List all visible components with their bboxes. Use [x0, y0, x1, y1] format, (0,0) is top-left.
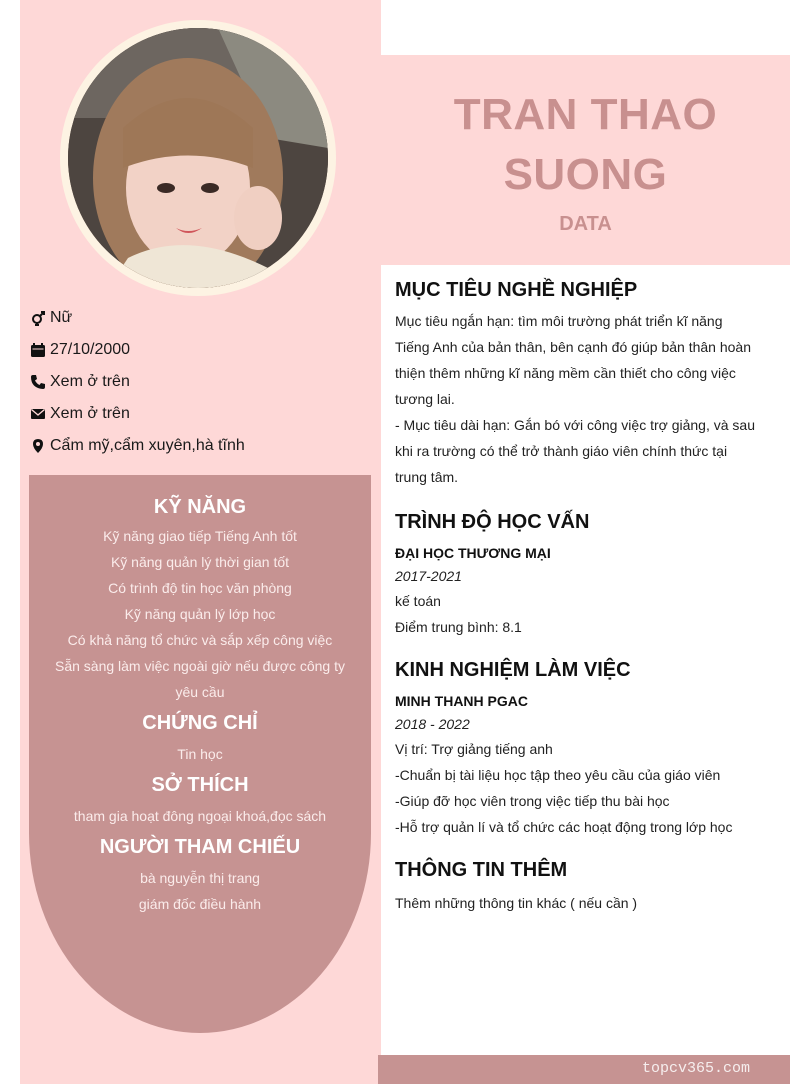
contact-phone [29, 366, 369, 398]
skills-title: KỸ NĂNG [153, 496, 247, 518]
certificates-title: CHỨNG CHỈ [142, 712, 258, 734]
contact-phone-text: Xem ở trên [50, 373, 130, 390]
reference-item: bà nguyễn thị trang [140, 870, 260, 886]
full-name-line-2: SUONG [503, 150, 668, 199]
skill-item: Kỹ năng giao tiếp Tiếng Anh tốt [103, 528, 297, 544]
objective-line: thiện thêm những kĩ năng mềm cần thiết cho công việc [395, 365, 736, 381]
skills-panel [29, 475, 371, 1033]
skill-item: Có khả năng tổ chức và sắp xếp công việc [67, 632, 333, 648]
contact-email-text: Xem ở trên [50, 405, 130, 422]
contact-gender [29, 302, 369, 334]
objective-line: - Mục tiêu dài hạn: Gắn bó với công việc trợ giảng, và sau [395, 417, 755, 433]
education-period: 2017-2021 [395, 568, 462, 584]
objective-line: trung tâm. [395, 469, 459, 485]
contact-gender-text: Nữ [50, 309, 73, 326]
experience-line: -Chuẩn bị tài liệu học tập theo yêu cầu của giáo viên [395, 767, 721, 783]
education-title: TRÌNH ĐỘ HỌC VẤN [395, 511, 590, 533]
map-pin-icon [29, 437, 47, 455]
objective-line: Tiếng Anh của bản thân, bên cạnh đó giúp bản thân hoàn [395, 339, 752, 355]
skill-item: Có trình độ tin học văn phòng [108, 580, 292, 596]
contact-address-text: Cẩm mỹ,cẩm xuyên,hà tĩnh [50, 437, 245, 454]
gender-icon [29, 309, 47, 327]
contact-birthdate-text: 27/10/2000 [50, 341, 131, 358]
additional-info-title: THÔNG TIN THÊM [395, 859, 568, 881]
experience-line: -Hỗ trợ quản lí và tổ chức các hoạt động trong lớp học [395, 819, 733, 835]
calendar-icon [29, 341, 47, 359]
watermark: topcv365.com [641, 1060, 750, 1077]
education-major: kế toán [395, 593, 441, 609]
phone-icon [29, 373, 47, 391]
skill-item: Kỹ năng quản lý lớp học [124, 606, 276, 622]
envelope-icon [29, 405, 47, 423]
experience-title: KINH NGHIỆM LÀM VIỆC [395, 659, 631, 681]
additional-info-text: Thêm những thông tin khác ( nếu cần ) [395, 895, 638, 911]
avatar-portrait [68, 28, 328, 288]
school-name: ĐẠI HỌC THƯƠNG MẠI [395, 545, 551, 561]
contact-birthdate [29, 334, 369, 366]
objective-title: MỤC TIÊU NGHỀ NGHIỆP [395, 279, 638, 301]
main-content [395, 276, 760, 916]
full-name-line-1: TRAN THAO [453, 90, 718, 139]
experience-line: -Giúp đỡ học viên trong việc tiếp thu bài học [395, 793, 670, 809]
reference-item: giám đốc điều hành [138, 896, 262, 912]
contact-email [29, 398, 369, 430]
education-gpa: Điểm trung bình: 8.1 [395, 619, 522, 635]
skill-item: Sẵn sàng làm việc ngoài giờ nếu được công ty [54, 658, 345, 674]
job-title: DATA [559, 213, 612, 235]
objective-line: Mục tiêu ngắn hạn: tìm môi trường phát triển kĩ năng [395, 313, 723, 329]
experience-period: 2018 - 2022 [395, 716, 470, 732]
skill-item: yêu cầu [175, 684, 225, 700]
skill-item: Kỹ năng quản lý thời gian tốt [110, 554, 290, 570]
certificate-item: Tin học [177, 746, 223, 762]
objective-line: khi ra trường có thể trở thành giáo viên chính thức tại [395, 443, 728, 459]
contact-address [29, 430, 369, 462]
hobby-item: tham gia hoạt đông ngoại khoá,đọc sách [73, 808, 327, 824]
experience-line: Vị trí: Trợ giảng tiếng anh [395, 741, 553, 757]
name-block [381, 85, 790, 236]
objective-line: tương lai. [395, 391, 455, 407]
contact-list [29, 302, 369, 462]
company-name: MINH THANH PGAC [395, 693, 528, 709]
references-title: NGƯỜI THAM CHIẾU [99, 836, 301, 858]
avatar [68, 28, 328, 288]
hobbies-title: SỞ THÍCH [151, 774, 249, 796]
